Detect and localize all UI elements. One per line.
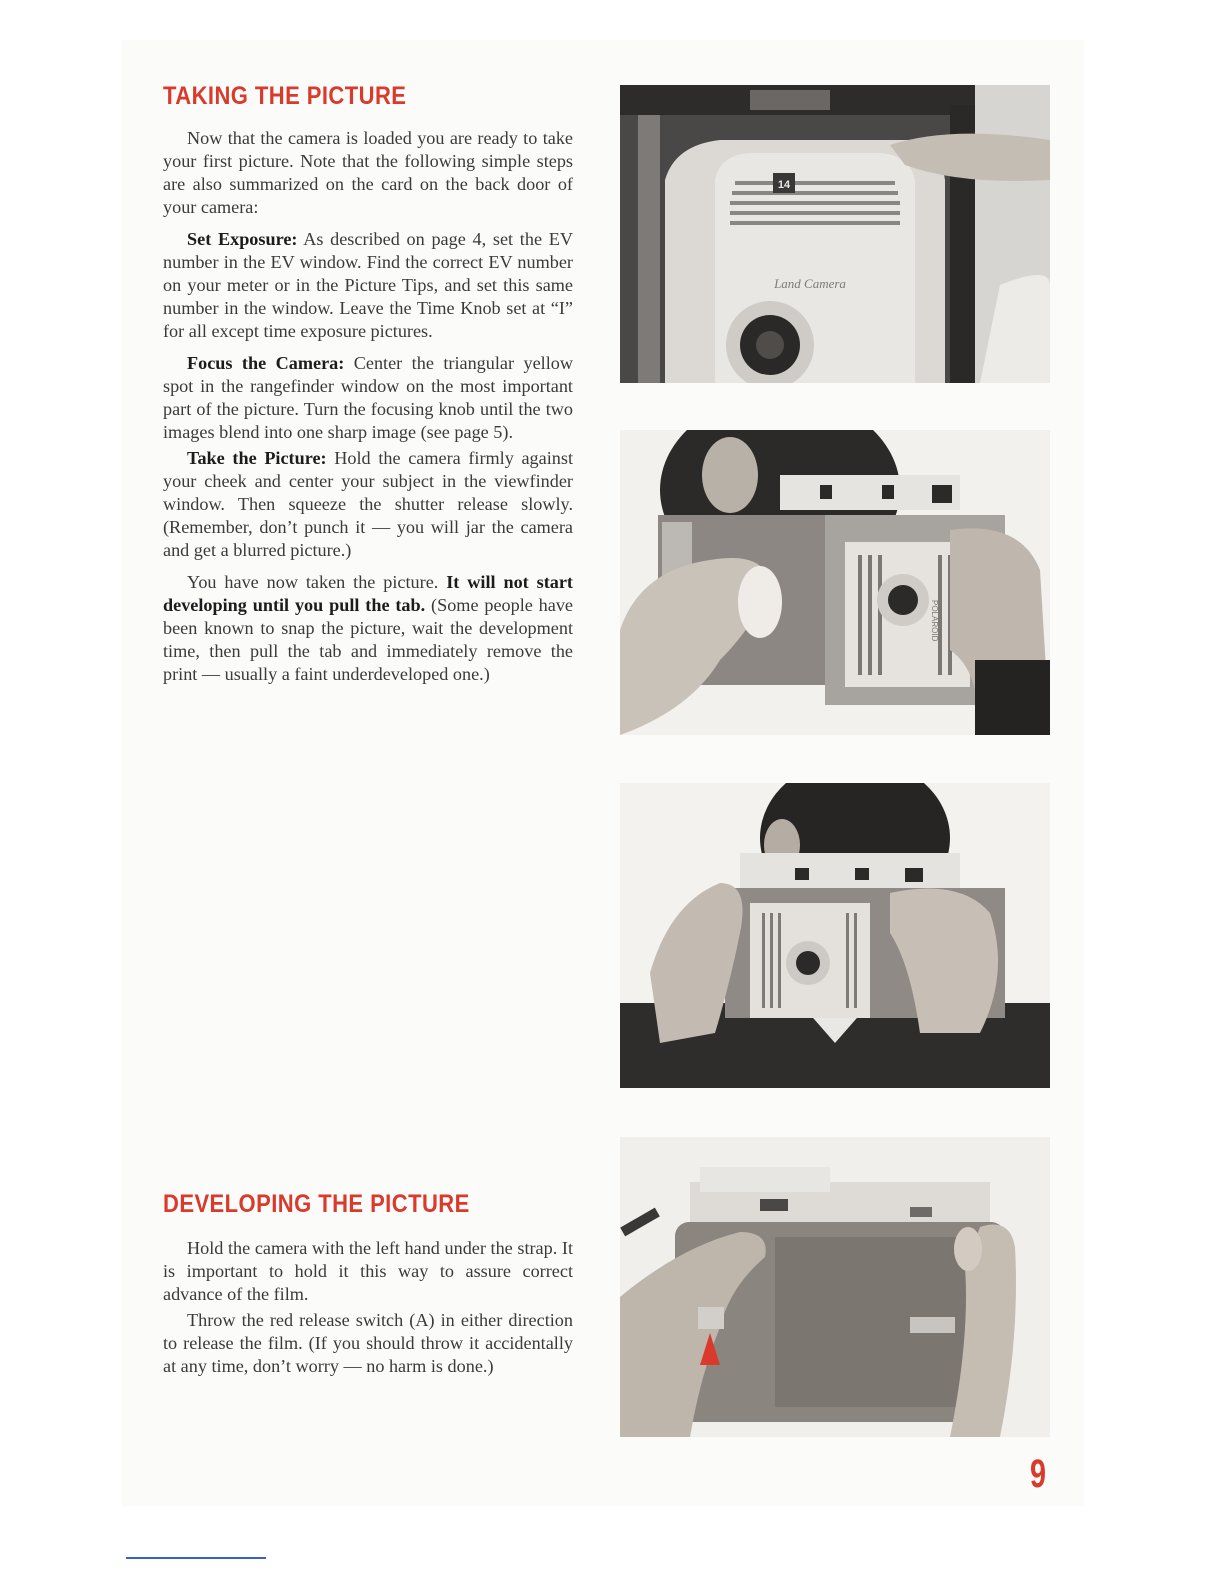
step-text: Center the triangular yellow spot in the rangefinder window on the most important part of the picture. Turn the focusing knob until the two images blend into one sharp image (see page 5). (163, 353, 573, 442)
photo-developing (620, 1137, 1050, 1437)
camera-logo-text: Land Camera (774, 276, 846, 291)
step-label: Focus the Camera: (187, 353, 345, 373)
step-text: As described on page 4, set the EV number in the EV window. Find the correct EV number on your meter or in the Picture Tips, and set this same number in the window. Leave the Time Knob set at “I” for all except time exposure pictures. (163, 229, 573, 341)
taking-closing (163, 571, 573, 686)
step-text: Hold the camera firmly against your cheek and center your subject in the viewfinder window. Then squeeze the shutter release slowly. (Remember, don’t punch it — you will jar the camera and get a blurred picture.) (163, 448, 573, 560)
step-label: Set Exposure: (187, 229, 298, 249)
developing-para-1: Hold the camera with the left hand under the strap. It is important to hold it this way to assure correct advance of the film. (163, 1238, 573, 1304)
step-take-picture (163, 447, 573, 562)
bottom-rule (126, 1557, 266, 1559)
ev-window-number: 14 (777, 179, 791, 191)
page-number: 9 (1030, 1452, 1047, 1496)
step-focus (163, 352, 573, 444)
closing-rest: (Some people have been known to snap the picture, wait the development time, then pull the tab and immediately remove the print — usually a faint underdeveloped one.) (163, 595, 574, 684)
section-title-developing: DEVELOPING THE PICTURE (163, 1190, 470, 1218)
taking-intro: Now that the camera is loaded you are ready to take your first picture. Note that the following simple steps are also summarized on the card on the back door of your camera: (163, 128, 573, 217)
developing-para-2: Throw the red release switch (A) in either direction to release the film. (If you should throw it accidentally at any time, don’t worry — no harm is done.) (163, 1310, 573, 1376)
photo-take-picture (620, 783, 1050, 1088)
step-set-exposure (163, 228, 573, 343)
section-title-taking: TAKING THE PICTURE (163, 82, 407, 110)
closing-lead: You have now taken the picture. (187, 572, 447, 592)
closing-bold: It will not start developing until you pull the tab. (163, 572, 573, 615)
photo-focus-camera (620, 430, 1050, 735)
taking-text-column (163, 127, 573, 695)
developing-text-column (163, 1237, 573, 1387)
step-label: Take the Picture: (187, 448, 327, 468)
brand-vertical-text: POLAROID (930, 600, 939, 642)
photo-set-exposure (620, 85, 1050, 383)
